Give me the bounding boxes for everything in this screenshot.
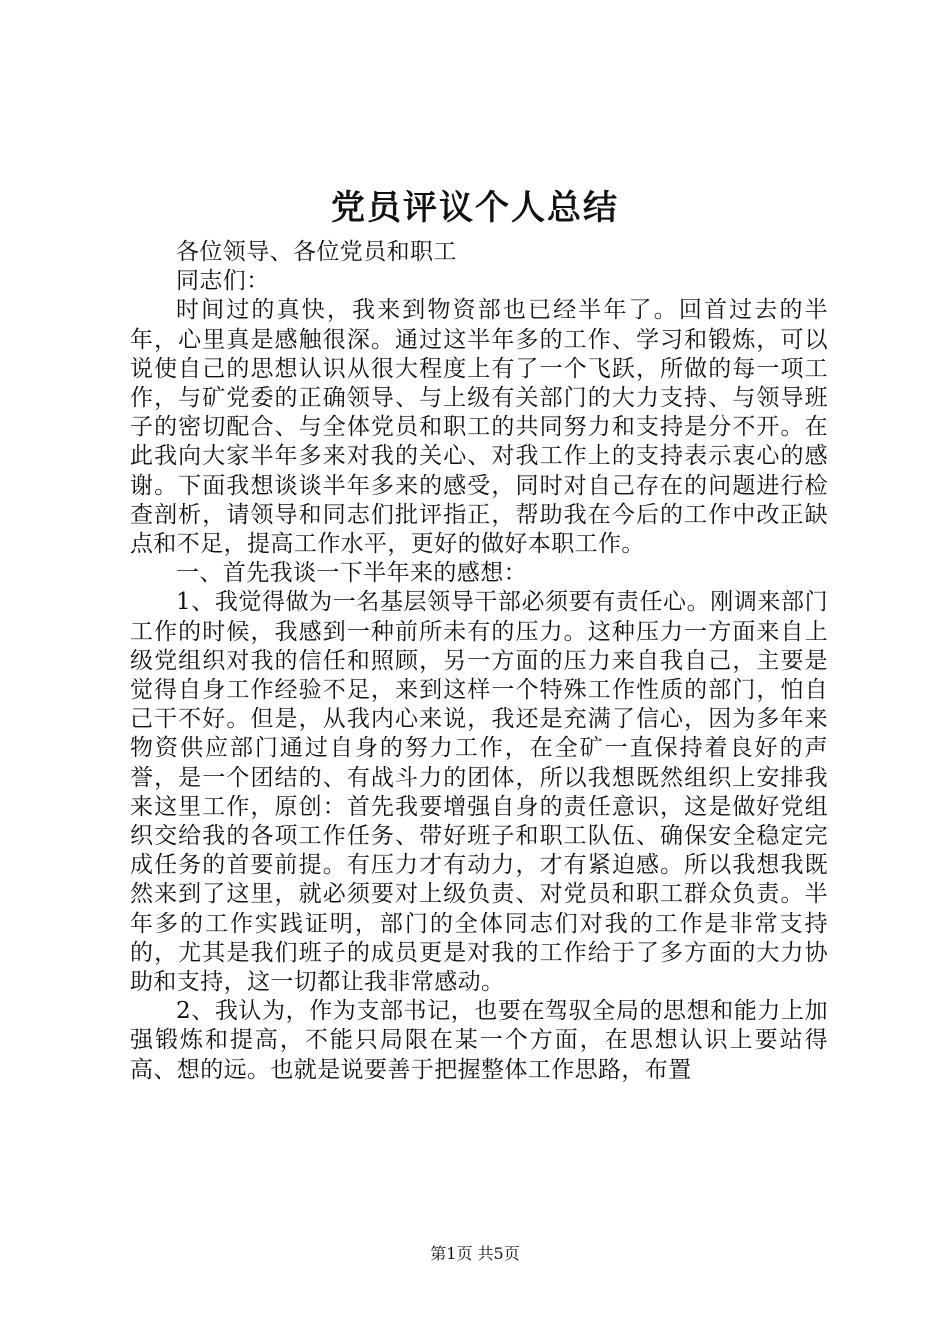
salutation-line: 同志们： [176, 268, 270, 295]
salutation-line: 各位领导、各位党员和职工 [176, 239, 457, 265]
document-body [130, 238, 828, 1085]
body-paragraph: 1、我觉得做为一名基层领导干部必须要有责任心。刚调来部门工作的时候，我感到一种前所未有的压力。这种压力一方面来自上级党组织对我的信任和照顾，另一方面的压力来自我自己，主要是觉得自身工作经验不足，来到这样一个特殊工作性质的部门，怕自己干不好。但是，从我内心来说，我还是充满了信心，因为多年来物资供应部门通过自身的努力工作，在全矿一直保持着良好的声誉，是一个团结的、有战斗力的团体，所以我想既然组织上安排我来这里工作，原创：首先我要增强自身的责任意识，这是做好党组织交给我的各项工作任务、带好班子和职工队伍、确保安全稳定完成任务的首要前提。有压力才有动力，才有紧迫感。所以我想我既然来到了这里，就必须要对上级负责、对党员和职工群众负责。半年多的工作实践证明，部门的全体同志们对我的工作是非常支持的，尤其是我们班子的成员更是对我的工作给于了多方面的大力协助和支持，这一切都让我非常感动。 [130, 589, 828, 996]
body-paragraph: 2、我认为，作为支部书记，也要在驾驭全局的思想和能力上加强锻炼和提高，不能只局限在某一个方面，在思想认识上要站得高、想的远。也就是说要善于把握整体工作思路，布置 [130, 998, 828, 1083]
section-heading: 一、首先我谈一下半年来的感想： [176, 560, 527, 587]
page-footer: 第1页 共5页 [430, 1244, 520, 1263]
body-paragraph: 时间过的真快，我来到物资部也已经半年了。回首过去的半年，心里真是感触很深。通过这半年多的工作、学习和锻炼，可以说使自己的思想认识从很大程度上有了一个飞跃，所做的每一项工作，与矿党委的正确领导、与上级有关部门的大力支持、与领导班子的密切配合、与全体党员和职工的共同努力和支持是分不开。在此我向大家半年多来对我的关心、对我工作上的支持表示衷心的感谢。下面我想谈谈半年多来的感受，同时对自己存在的问题进行检查剖析，请领导和同志们批评指正，帮助我在今后的工作中改正缺点和不足，提高工作水平，更好的做好本职工作。 [130, 297, 828, 558]
document-title: 党员评议个人总结 [331, 188, 619, 228]
